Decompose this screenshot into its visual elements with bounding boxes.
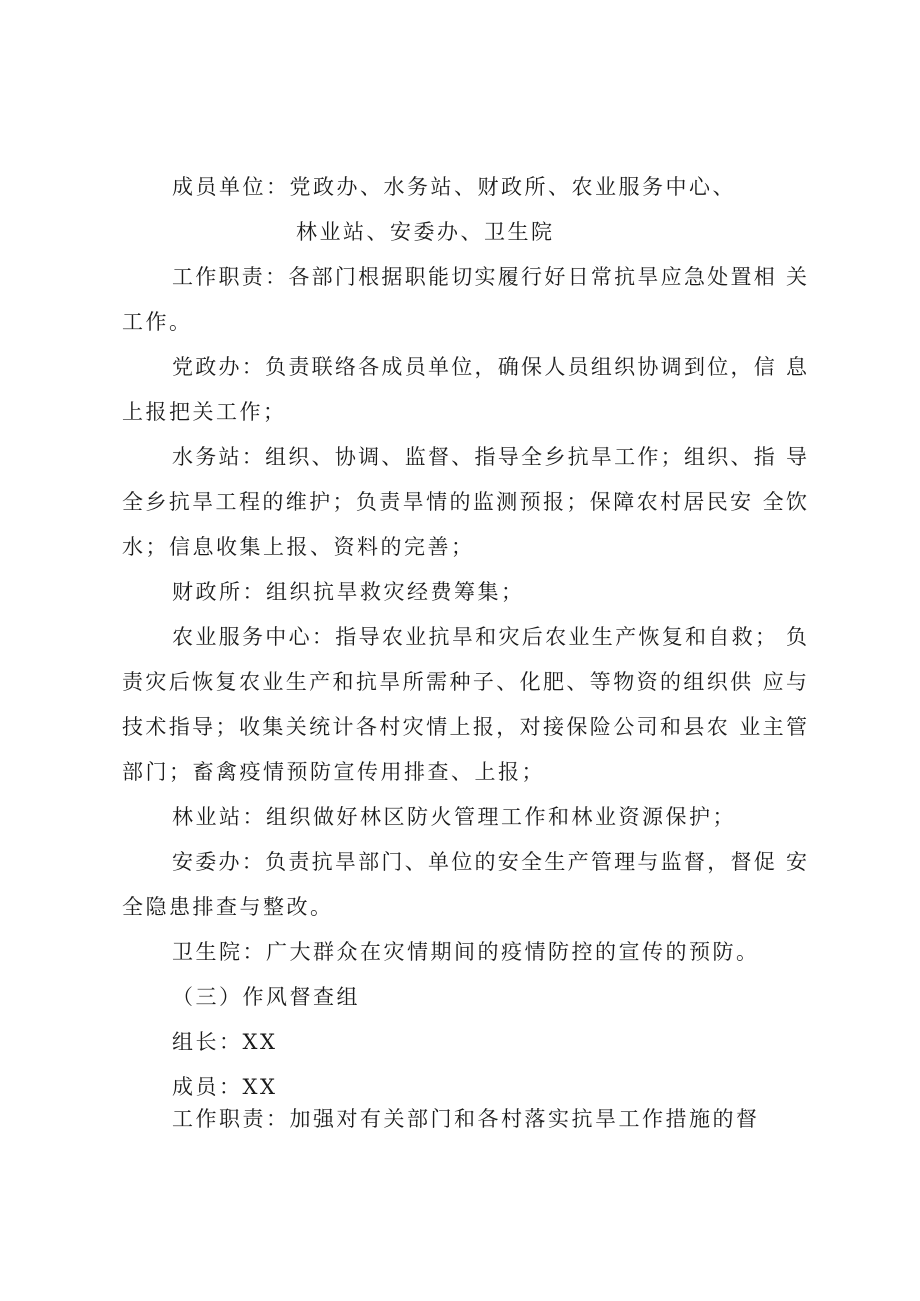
finance-office-line: 财政所：组织抗旱救灾经费筹集； — [172, 580, 525, 604]
duties-paragraph-line-1: 工作职责：各部门根据职能切实履行好日常抗旱应急处置相 关 — [172, 265, 808, 289]
group-leader-line: 组长：XX — [172, 1030, 278, 1054]
water-station-paragraph-line-1: 水务站：组织、协调、监督、指导全乡抗旱工作；组织、指 导 — [172, 445, 808, 469]
agri-center-paragraph-line-1: 农业服务中心：指导农业抗旱和灾后农业生产恢复和自救； 负 — [172, 625, 808, 649]
party-office-paragraph-line-1: 党政办：负责联络各成员单位，确保人员组织协调到位，信 息 — [172, 355, 808, 379]
water-station-paragraph-line-3: 水；信息收集上报、资料的完善； — [122, 535, 475, 559]
section-heading: （三）作风督查组 — [172, 985, 360, 1009]
agri-center-paragraph-line-3: 技术指导；收集关统计各村灾情上报，对接保险公司和县农 业主管 — [122, 715, 808, 739]
member-units-continuation: 林业站、安委办、卫生院 — [296, 220, 555, 244]
duties-paragraph-line-2: 工作。 — [122, 310, 193, 334]
water-station-paragraph-line-2: 全乡抗旱工程的维护；负责旱情的监测预报；保障农村居民安 全饮 — [122, 490, 808, 514]
health-center-line: 卫生院：广大群众在灾情期间的疫情防控的宣传的预防。 — [172, 940, 760, 964]
supervision-duties-line: 工作职责：加强对有关部门和各村落实抗旱工作措施的督 — [172, 1107, 760, 1131]
member-units-line: 成员单位：党政办、水务站、财政所、农业服务中心、 — [172, 175, 736, 199]
agri-center-paragraph-line-2: 责灾后恢复农业生产和抗旱所需种子、化肥、等物资的组织供 应与 — [122, 670, 808, 694]
party-office-paragraph-line-2: 上报把关工作； — [122, 400, 287, 424]
group-members-line: 成员：XX — [172, 1075, 278, 1099]
safety-office-paragraph-line-1: 安委办：负责抗旱部门、单位的安全生产管理与监督，督促 安 — [172, 850, 808, 874]
forestry-station-line: 林业站：组织做好林区防火管理工作和林业资源保护； — [172, 805, 736, 829]
agri-center-paragraph-line-4: 部门；畜禽疫情预防宣传用排查、上报； — [122, 760, 545, 784]
safety-office-paragraph-line-2: 全隐患排查与整改。 — [122, 895, 334, 919]
